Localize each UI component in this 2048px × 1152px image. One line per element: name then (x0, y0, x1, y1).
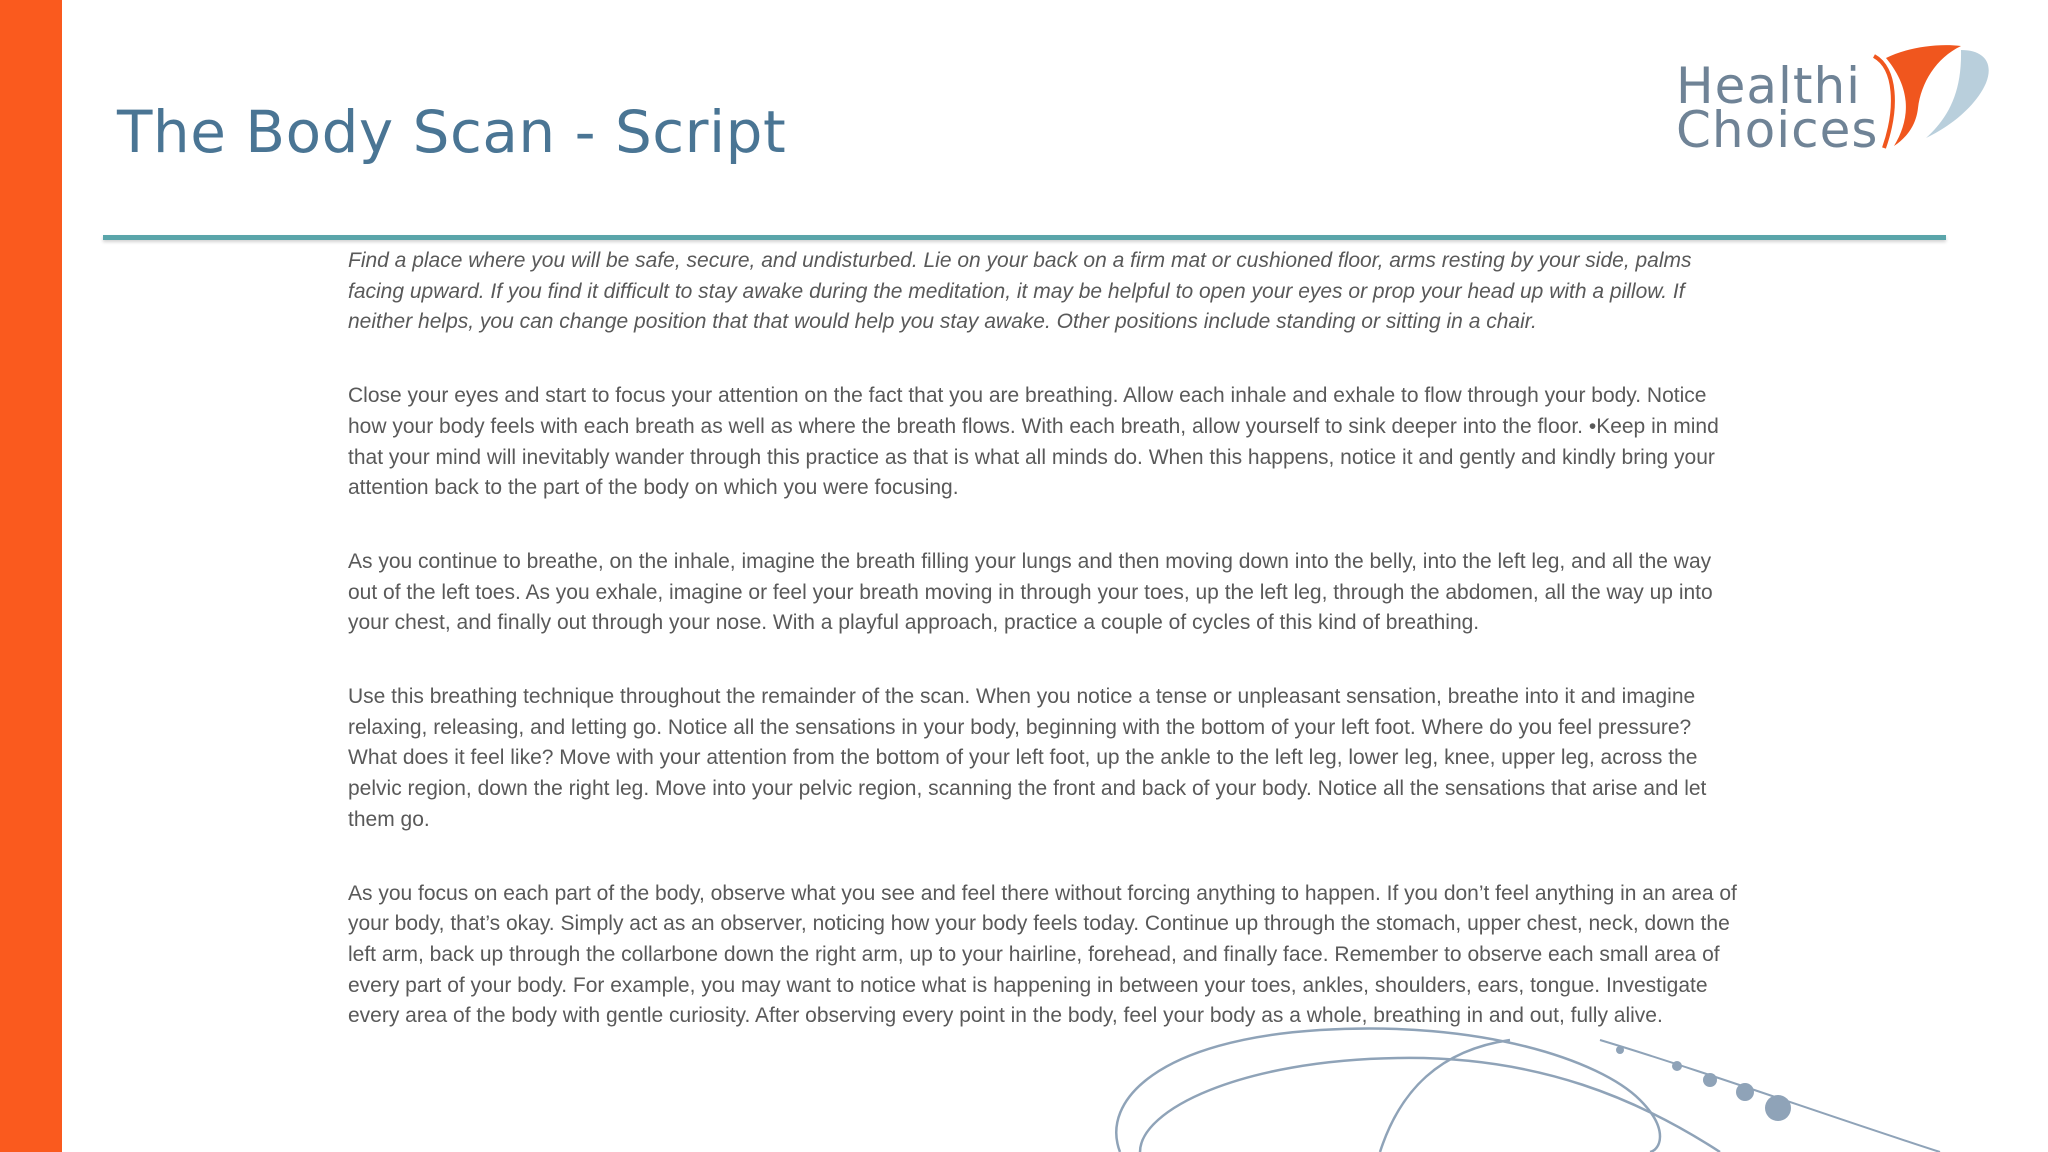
logo-wordmark (1676, 57, 1879, 159)
logo-swoosh-icon (1866, 38, 2006, 158)
paragraph-intro: Find a place where you will be safe, secure, and undisturbed. Lie on your back on a firm mat or cushioned floor, arms resting by your side, palms facing upward. If you find it difficult to stay awake during the meditation, it may be helpful to open your eyes or prop your head up with a pillow. If neither helps, you can change position that that would help you stay awake. Other positions include standing or sitting in a chair. (348, 249, 1692, 334)
page-title: The Body Scan - Script (117, 98, 787, 166)
paragraph-observe: As you focus on each part of the body, observe what you see and feel there without forcing anything to happen. If you don’t feel anything in an area of your body, that’s okay. Simply act as an observer, noticing how your body feels today. Continue up through the stomach, upper chest, neck, down the left arm, back up through the collarbone down the right arm, up to your hairline, forehead, and finally face. Remember to observe each small area of every part of your body. For example, you may want to notice what is happening in between your toes, ankles, shoulders, ears, tongue. Investigate every area of the body with gentle curiosity. After observing every point in the body, feel your body as a whole, breathing in and out, fully alive. (348, 881, 1737, 1028)
healthi-choices-logo (1670, 38, 2010, 168)
accent-bar (0, 0, 62, 1152)
logo-line-2: Choices (1676, 101, 1879, 159)
paragraph-inhale-exhale: As you continue to breathe, on the inhale, imagine the breath filling your lungs and then moving down into the belly, into the left leg, and all the way out of the left toes. As you exhale, imagine or feel your breath moving in through your toes, up the left leg, through the abdomen, all the way up into your chest, and finally out through your nose. With a playful approach, practice a couple of cycles of this kind of breathing. (348, 549, 1713, 635)
logo-line-1: Healthi (1676, 57, 1862, 115)
paragraph-scan-technique: Use this breathing technique throughout the remainder of the scan. When you notice a tense or unpleasant sensation, breathe into it and imagine relaxing, releasing, and letting go. Notice all the sensations in your body, beginning with the bottom of your left foot. Where do you feel pressure? What does it feel like? Move with your attention from the bottom of your left foot, up the ankle to the left leg, lower leg, knee, upper leg, across the pelvic region, down the right leg. Move into your pelvic region, scanning the front and back of your body. Notice all the sensations that arise and let them go. (348, 685, 1707, 831)
script-body (348, 246, 1738, 1075)
title-divider (103, 235, 1946, 240)
paragraph-breathing: Close your eyes and start to focus your attention on the fact that you are breathing. Allow each inhale and exhale to flow through your body. Notice how your body feels with each breath as well as where the breath flows. With each breath, allow yourself to sink deeper into the floor. •Keep in mind that your mind will inevitably wander through this practice as that is what all minds do. When this happens, notice it and gently and kindly bring your attention back to the part of the body on which you were focusing. (348, 384, 1719, 500)
